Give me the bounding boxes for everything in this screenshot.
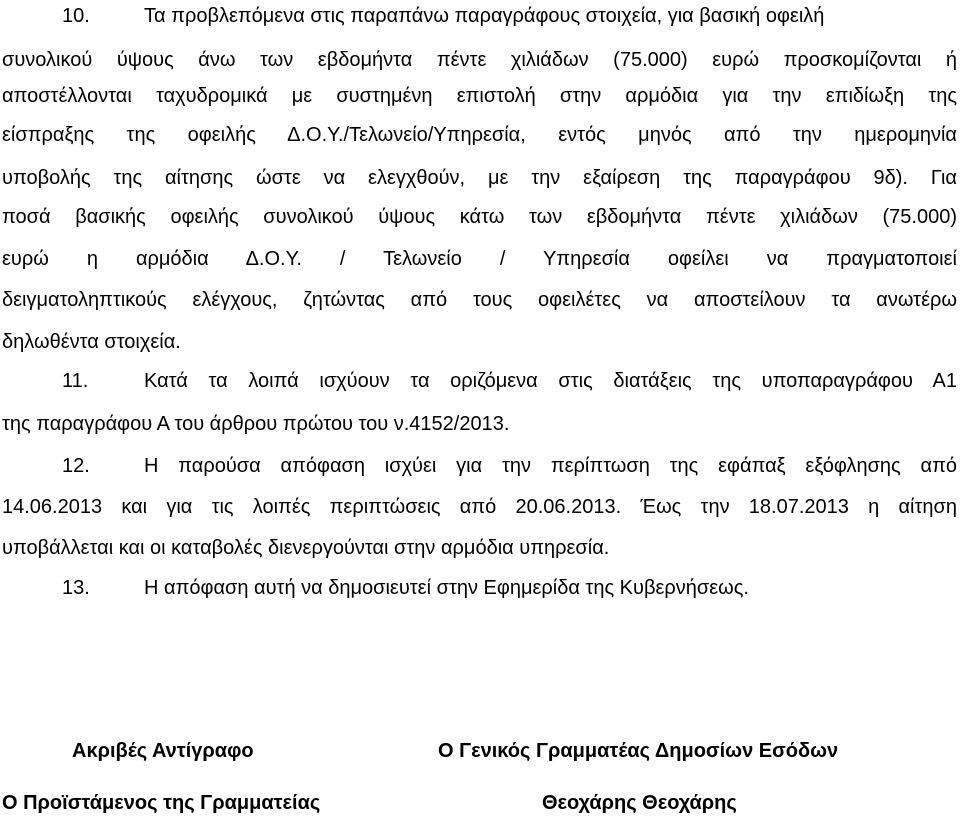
paragraph-10-line-7: ευρώ η αρμόδια Δ.Ο.Υ. / Τελωνείο / Υπηρεσία οφείλει να πραγματοποιεί	[2, 248, 957, 270]
paragraph-11-line-1: Κατά τα λοιπά ισχύουν τα οριζόμενα στις διατάξεις της υποπαραγράφου Α1	[144, 370, 957, 392]
paragraph-10-line-1: Τα προβλεπόμενα στις παραπάνω παραγράφους στοιχεία, για βασική οφειλή	[144, 5, 825, 27]
paragraph-13-line-1: Η απόφαση αυτή να δημοσιευτεί στην Εφημερίδα της Κυβερνήσεως.	[144, 577, 749, 599]
signature-left-title: Ακριβές Αντίγραφο	[72, 740, 254, 762]
paragraph-11-line-2: της παραγράφου Α του άρθρου πρώτου του ν.4152/2013.	[2, 413, 510, 435]
paragraph-12-line-3: υποβάλλεται και οι καταβολές διενεργούνται στην αρμόδια υπηρεσία.	[2, 537, 610, 559]
paragraph-10-line-3: αποστέλλονται ταχυδρομικά με συστημένη επιστολή στην αρμόδια για την επιδίωξη της	[2, 85, 957, 107]
paragraph-13-number: 13.	[62, 577, 90, 599]
paragraph-10-line-9: δηλωθέντα στοιχεία.	[2, 331, 181, 353]
paragraph-12-number: 12.	[62, 455, 90, 477]
paragraph-10-line-5: υποβολής της αίτησης ώστε να ελεγχθούν, με την εξαίρεση της παραγράφου 9δ). Για	[2, 167, 957, 189]
paragraph-12-line-2: 14.06.2013 και για τις λοιπές περιπτώσεις από 20.06.2013. Έως την 18.07.2013 η αίτηση	[2, 496, 957, 518]
paragraph-12-first-line	[62, 452, 957, 480]
signature-right-name: Θεοχάρης Θεοχάρης	[542, 792, 737, 814]
paragraph-10-line-8: δειγματοληπτικούς ελέγχους, ζητώντας από τους οφειλέτες να αποστείλουν τα ανωτέρω	[2, 289, 957, 311]
paragraph-11-first-line	[62, 367, 957, 395]
paragraph-10-first-line	[62, 2, 957, 30]
paragraph-10-line-2: συνολικού ύψους άνω των εβδομήντα πέντε χιλιάδων (75.000) ευρώ προσκομίζονται ή	[2, 49, 957, 71]
paragraph-11-number: 11.	[62, 370, 89, 392]
paragraph-12-line-1: Η παρούσα απόφαση ισχύει για την περίπτωση της εφάπαξ εξόφλησης από	[144, 455, 957, 477]
paragraph-10-number: 10.	[62, 5, 90, 27]
paragraph-10-line-4: είσπραξης της οφειλής Δ.Ο.Υ./Τελωνείο/Υπηρεσία, εντός μηνός από την ημερομηνία	[2, 124, 957, 146]
paragraph-10-line-6: ποσά βασικής οφειλής συνολικού ύψους κάτω των εβδομήντα πέντε χιλιάδων (75.000)	[2, 206, 957, 228]
paragraph-13-line	[62, 574, 957, 602]
signature-right-title: Ο Γενικός Γραμματέας Δημοσίων Εσόδων	[438, 740, 839, 762]
signature-left-name: Ο Προϊστάμενος της Γραμματείας	[2, 792, 321, 814]
